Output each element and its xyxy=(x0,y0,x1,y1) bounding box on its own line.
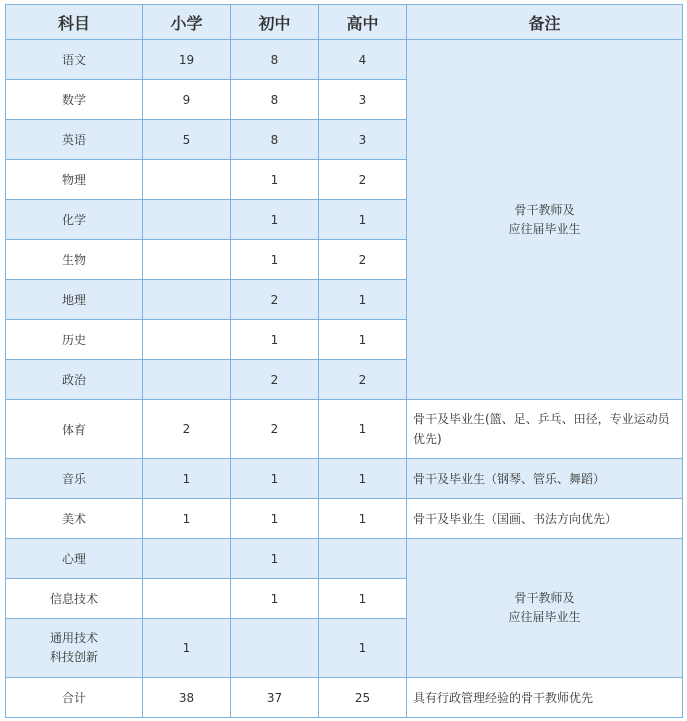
senior-cell: 1 xyxy=(319,320,407,360)
table-row xyxy=(6,459,683,499)
subject-cell: 音乐 xyxy=(6,459,143,499)
junior-cell xyxy=(231,619,319,678)
subject-cell xyxy=(6,619,143,678)
junior-cell: 37 xyxy=(231,678,319,718)
note-cell: 骨干及毕业生(篮、足、乒乓、田径，专业运动员优先) xyxy=(407,400,683,459)
senior-cell: 3 xyxy=(319,80,407,120)
subject-cell: 物理 xyxy=(6,160,143,200)
junior-cell: 2 xyxy=(231,280,319,320)
primary-cell: 1 xyxy=(143,619,231,678)
table-row xyxy=(6,499,683,539)
subject-cell: 政治 xyxy=(6,360,143,400)
primary-cell: 5 xyxy=(143,120,231,160)
table-row xyxy=(6,539,683,579)
note-line: 骨干教师及 xyxy=(514,202,575,217)
senior-cell: 2 xyxy=(319,240,407,280)
junior-cell: 8 xyxy=(231,120,319,160)
subject-cell: 地理 xyxy=(6,280,143,320)
junior-cell: 1 xyxy=(231,499,319,539)
junior-cell: 2 xyxy=(231,400,319,459)
header-row xyxy=(6,5,683,40)
note-line: 应往届毕业生 xyxy=(508,610,581,624)
note-line: 骨干教师及 xyxy=(514,591,575,605)
junior-cell: 1 xyxy=(231,160,319,200)
subject-cell: 信息技术 xyxy=(6,579,143,619)
senior-cell xyxy=(319,539,407,579)
subject-cell: 化学 xyxy=(6,200,143,240)
note-cell: 骨干及毕业生（钢琴、管乐、舞蹈） xyxy=(407,459,683,499)
junior-cell: 8 xyxy=(231,40,319,80)
primary-cell: 38 xyxy=(143,678,231,718)
junior-cell: 8 xyxy=(231,80,319,120)
senior-cell: 1 xyxy=(319,200,407,240)
junior-cell: 1 xyxy=(231,579,319,619)
table-row xyxy=(6,400,683,459)
primary-cell xyxy=(143,160,231,200)
junior-cell: 1 xyxy=(231,539,319,579)
note-cell-group2 xyxy=(407,539,683,678)
senior-cell: 25 xyxy=(319,678,407,718)
senior-cell: 1 xyxy=(319,579,407,619)
subject-cell: 生物 xyxy=(6,240,143,280)
note-cell: 具有行政管理经验的骨干教师优先 xyxy=(407,678,683,718)
primary-cell xyxy=(143,240,231,280)
primary-cell: 19 xyxy=(143,40,231,80)
senior-cell: 1 xyxy=(319,280,407,320)
header-subject: 科目 xyxy=(6,5,143,40)
primary-cell: 9 xyxy=(143,80,231,120)
subject-cell: 合计 xyxy=(6,678,143,718)
primary-cell xyxy=(143,280,231,320)
note-cell: 骨干及毕业生（国画、书法方向优先） xyxy=(407,499,683,539)
primary-cell xyxy=(143,360,231,400)
note-line: 应往届毕业生 xyxy=(508,221,581,236)
primary-cell xyxy=(143,320,231,360)
header-note: 备注 xyxy=(407,5,683,40)
senior-cell: 2 xyxy=(319,360,407,400)
primary-cell: 2 xyxy=(143,400,231,459)
subject-cell: 数学 xyxy=(6,80,143,120)
subject-line: 通用技术 xyxy=(49,631,98,645)
subject-cell: 体育 xyxy=(6,400,143,459)
junior-cell: 1 xyxy=(231,320,319,360)
header-primary: 小学 xyxy=(143,5,231,40)
total-row xyxy=(6,678,683,718)
senior-cell: 2 xyxy=(319,160,407,200)
primary-cell: 1 xyxy=(143,499,231,539)
subject-cell: 历史 xyxy=(6,320,143,360)
subject-cell: 语文 xyxy=(6,40,143,80)
junior-cell: 1 xyxy=(231,459,319,499)
junior-cell: 1 xyxy=(231,200,319,240)
header-junior: 初中 xyxy=(231,5,319,40)
staffing-table xyxy=(5,4,683,718)
junior-cell: 1 xyxy=(231,240,319,280)
subject-cell: 心理 xyxy=(6,539,143,579)
note-cell-group1 xyxy=(407,40,683,400)
primary-cell xyxy=(143,579,231,619)
senior-cell: 1 xyxy=(319,619,407,678)
primary-cell xyxy=(143,200,231,240)
primary-cell xyxy=(143,539,231,579)
senior-cell: 1 xyxy=(319,459,407,499)
subject-cell: 英语 xyxy=(6,120,143,160)
senior-cell: 1 xyxy=(319,499,407,539)
senior-cell: 3 xyxy=(319,120,407,160)
subject-line: 科技创新 xyxy=(49,650,98,664)
junior-cell: 2 xyxy=(231,360,319,400)
table-row xyxy=(6,40,683,80)
senior-cell: 4 xyxy=(319,40,407,80)
senior-cell: 1 xyxy=(319,400,407,459)
primary-cell: 1 xyxy=(143,459,231,499)
subject-cell: 美术 xyxy=(6,499,143,539)
header-senior: 高中 xyxy=(319,5,407,40)
